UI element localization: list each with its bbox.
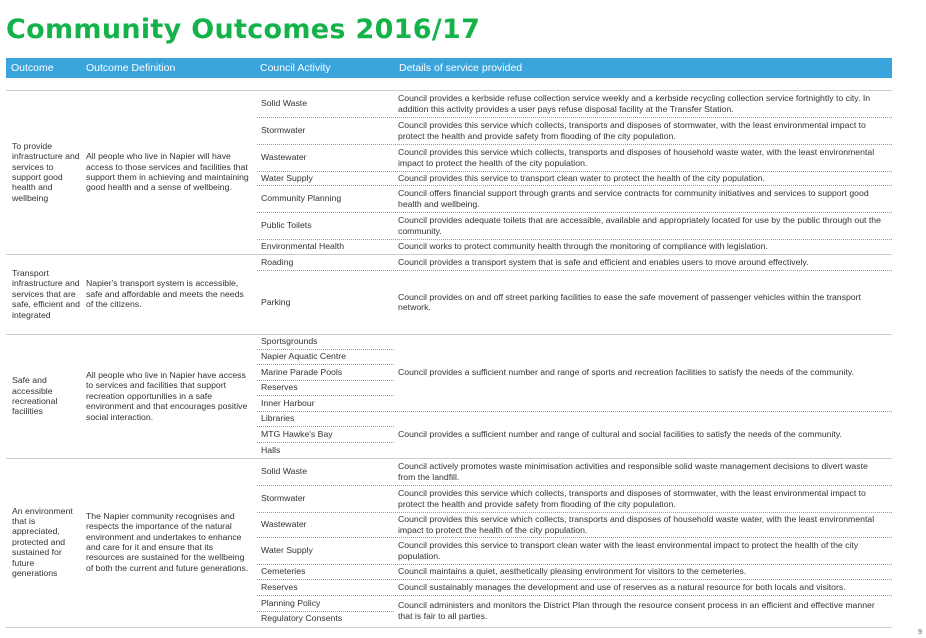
activity-cell: Libraries [261,413,295,424]
detail-cell: Council administers and monitors the District Plan through the resource consent process in an efficient and effective manner that is fair to all parties. [398,600,875,621]
outcome-definition-cell: Napier's transport system is accessible, safe and affordable and meets the needs of the citizens. [86,278,244,310]
activity-cell: Parking [261,296,291,307]
activity-cell: Environmental Health [261,241,345,252]
detail-cell: Council provides on and off street parking facilities to ease the safe movement of passenger vehicles within the transport network. [398,291,861,312]
activity-cell: Reserves [261,382,298,393]
group-divider [6,334,892,335]
activity-cell: Public Toilets [261,220,312,231]
page-number: 9 [918,629,922,636]
outcome-definition-cell: The Napier community recognises and respects the importance of the natural environment and undertakes to enhance and care for it and ensure that its resources are sustained for the wellbeing of both the current and future generations. [86,510,249,573]
row-divider [257,395,394,396]
activity-cell: Napier Aquatic Centre [261,351,346,362]
header-outcome: Outcome [11,62,54,74]
detail-cell: Council provides a kerbside refuse collection service weekly and a kerbside recycling collection service fortnightly to city. In addition this activity provides a user pays refuse disposal facility at the Transfer Station. [398,93,871,114]
activity-cell: Solid Waste [261,466,308,477]
group-divider [6,458,892,459]
row-divider [257,595,892,596]
row-divider [257,212,892,213]
activity-cell: Wastewater [261,152,307,163]
activity-cell: Community Planning [261,193,342,204]
activity-cell: Stormwater [261,493,306,504]
header-council-activity: Council Activity [260,62,331,74]
detail-cell: Council maintains a quiet, aesthetically pleasing environment for visitors to the cemeteries. [398,566,747,577]
detail-cell: Council provides this service to transport clean water to protect the health of the city population. [398,172,766,183]
row-divider [257,380,394,381]
row-divider [257,442,394,443]
row-divider [257,349,394,350]
activity-cell: Cemeteries [261,566,306,577]
activity-cell: Water Supply [261,545,313,556]
activity-cell: Wastewater [261,519,307,530]
detail-cell: Council works to protect community health through the monitoring of compliance with legislation. [398,241,768,252]
row-divider [257,185,892,186]
detail-cell: Council provides adequate toilets that are accessible, available and appropriately located for use by the public through out the community. [398,215,881,236]
outcome-cell: Safe and accessible recreational facilities [12,375,58,417]
row-divider [257,579,892,580]
row-divider [257,239,892,240]
activity-cell: Solid Waste [261,98,308,109]
outcome-definition-cell: All people who live in Napier will have access to those services and facilities that support them in achieving and maintaining good health and a sense of wellbeing. [86,151,249,193]
row-divider [257,364,394,365]
detail-cell: Council provides this service which collects, transports and disposes of stormwater, with the least environmental impact to protect the health and provide safety from flooding of the city population. [398,120,866,141]
activity-cell: Inner Harbour [261,397,315,408]
header-details: Details of service provided [399,62,523,74]
activity-cell: Regulatory Consents [261,613,343,624]
row-divider [257,537,892,538]
detail-cell: Council provides a sufficient number and range of cultural and social facilities to satisfy the needs of the community. [398,428,842,439]
detail-cell: Council offers financial support through grants and service contracts for community initiatives and services to support good health and wellbeing. [398,188,869,209]
activity-cell: Water Supply [261,172,313,183]
header-outcome-definition: Outcome Definition [86,62,176,74]
outcome-cell: Transport infrastructure and services that are safe, efficient and integrated [12,267,80,320]
group-divider [6,254,892,255]
outcome-cell: An environment that is appreciated, protected and sustained for future generations [12,505,73,579]
group-divider [6,90,892,91]
table-header [6,58,892,78]
activity-cell: MTG Hawke's Bay [261,428,333,439]
group-divider [6,627,892,628]
activity-cell: Roading [261,256,294,267]
activity-cell: Planning Policy [261,597,321,608]
detail-cell: Council provides this service which collects, transports and disposes of stormwater, with the least environmental impact to protect the health and provide safety from flooding of the city population. [398,488,866,509]
detail-cell: Council provides this service which collects, transports and disposes of household waste water, with the least environmental impact to protect the health of the city population. [398,147,875,168]
outcome-cell: To provide infrastructure and services to support good health and wellbeing [12,140,80,203]
outcome-definition-cell: All people who live in Napier have access to services and facilities that support recreation opportunities in a safe environment and that encourages positive social interaction. [86,369,248,422]
activity-cell: Reserves [261,581,298,592]
activity-cell: Marine Parade Pools [261,366,343,377]
row-divider [257,117,892,118]
detail-cell: Council provides a sufficient number and range of sports and recreation facilities to satisfy the needs of the community. [398,366,855,377]
row-divider [257,144,892,145]
page-title: Community Outcomes 2016/17 [6,14,481,45]
row-divider [257,411,892,412]
detail-cell: Council provides a transport system that is safe and efficient and enables users to move around effectively. [398,256,809,267]
row-divider [257,564,892,565]
detail-cell: Council provides this service to transport clean water with the least environmental impact to protect the health of the city population. [398,540,859,561]
row-divider [257,270,892,271]
detail-cell: Council provides this service which collects, transports and disposes of household waste water, with the least environmental impact to protect the health of the city population. [398,514,875,535]
detail-cell: Council actively promotes waste minimisation activities and responsible solid waste management decisions to divert waste from the landfill. [398,461,868,482]
row-divider [257,485,892,486]
activity-cell: Sportsgrounds [261,336,318,347]
detail-cell: Council sustainably manages the development and use of reserves as a natural resource for both locals and visitors. [398,581,846,592]
row-divider [257,426,394,427]
row-divider [257,512,892,513]
row-divider [257,611,394,612]
activity-cell: Stormwater [261,125,306,136]
row-divider [257,171,892,172]
activity-cell: Halls [261,444,281,455]
